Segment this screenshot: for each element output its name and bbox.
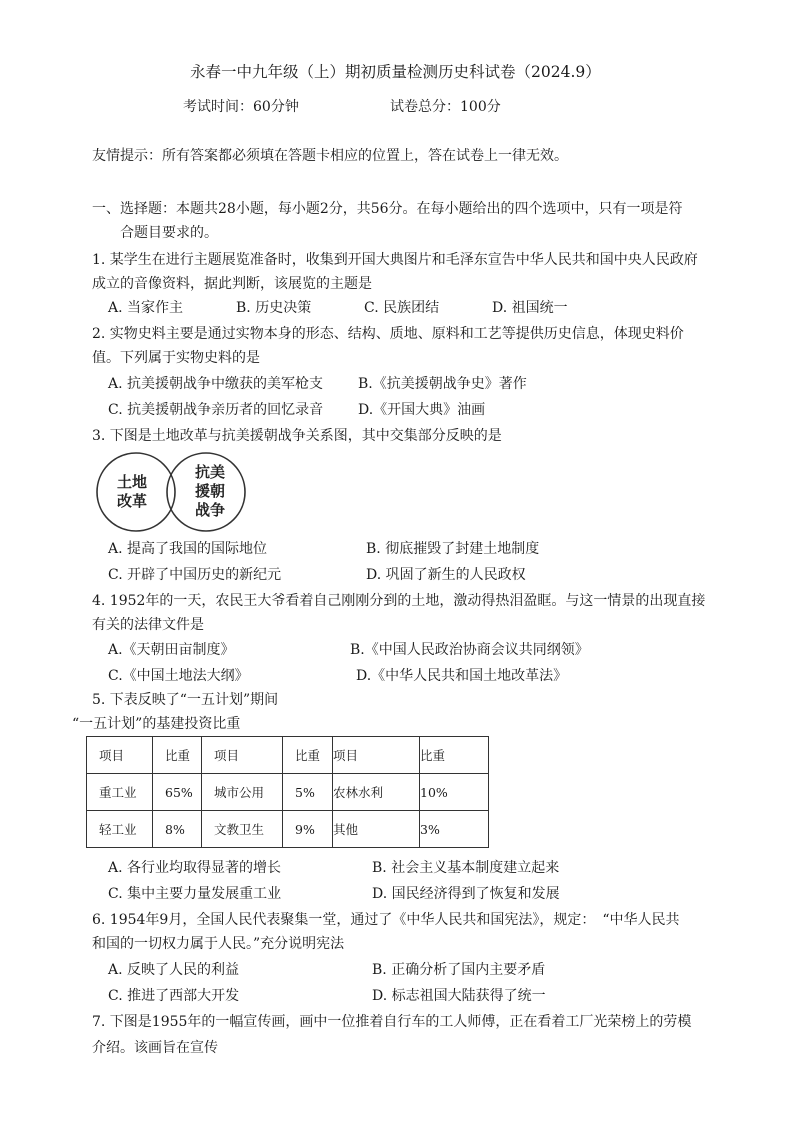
friendly-tip: 友情提示：所有答案都必须填在答题卡相应的位置上，答在试卷上一律无效。 [92,148,568,164]
table-cell: 重工业 [87,774,153,811]
q4-option-a[interactable]: A.《天朝田亩制度》 [108,642,235,658]
q3-option-d[interactable]: D. 巩固了新生的人民政权 [366,567,526,583]
q6-option-c[interactable]: C. 推进了西部大开发 [108,988,240,1004]
q2-option-d[interactable]: D.《开国大典》油画 [358,402,486,418]
table-cell: 比重 [153,737,202,774]
q1-option-b[interactable]: B. 历史决策 [236,300,312,316]
q2-option-a[interactable]: A. 抗美援朝战争中缴获的美军枪支 [108,376,324,392]
q2-option-b[interactable]: B.《抗美援朝战争史》著作 [358,376,527,392]
table-cell: 文教卫生 [202,811,283,848]
table-cell: 农林水利 [333,774,420,811]
q6-stem-line1: 6. 1954年9月，全国人民代表聚集一堂，通过了《中华人民共和国宪法》，规定： “中华人民共 [92,912,680,928]
table-row [87,811,489,848]
venn-label-land-reform: 土地 改革 [116,473,147,510]
table-cell: 比重 [283,737,333,774]
q4-option-b[interactable]: B.《中国人民政治协商会议共同纲领》 [350,642,589,658]
q3-option-c[interactable]: C. 开辟了中国历史的新纪元 [108,567,282,583]
table-cell: 3% [420,811,489,848]
q1-stem-line1: 1. 某学生在进行主题展览准备时，收集到开国大典图片和毛泽东宣告中华人民共和国中央人民政府 [92,252,698,268]
q6-option-d[interactable]: D. 标志祖国大陆获得了统一 [372,988,546,1004]
table-header-row [87,737,489,774]
q2-option-c[interactable]: C. 抗美援朝战争亲历者的回忆录音 [108,402,324,418]
table-cell: 轻工业 [87,811,153,848]
q6-option-b[interactable]: B. 正确分析了国内主要矛盾 [372,962,546,978]
q1-option-c[interactable]: C. 民族团结 [364,300,440,316]
table-cell: 8% [153,811,202,848]
q1-stem-line2: 成立的音像资料，据此判断，该展览的主题是 [92,276,372,292]
q1-option-d[interactable]: D. 祖国统一 [492,300,568,316]
table-cell: 项目 [87,737,153,774]
q2-stem-line2: 值。下列属于实物史料的是 [92,350,260,366]
table-cell: 项目 [333,737,420,774]
exam-title: 永春一中九年级（上）期初质量检测历史科试卷（2024.9） [190,63,601,81]
table-cell: 10% [420,774,489,811]
table-cell: 5% [283,774,333,811]
table-cell: 其他 [333,811,420,848]
q4-option-c[interactable]: C.《中国土地法大纲》 [108,668,249,684]
investment-table [86,736,489,848]
q7-stem-line2: 介绍。该画旨在宣传 [92,1040,218,1056]
q7-stem-line1: 7. 下图是1955年的一幅宣传画，画中一位推着自行车的工人师傅，正在看着工厂光荣榜上的劳模 [92,1014,692,1030]
table-cell: 65% [153,774,202,811]
q5-option-b[interactable]: B. 社会主义基本制度建立起来 [372,860,560,876]
q5-option-a[interactable]: A. 各行业均取得显著的增长 [108,860,282,876]
total-score: 试卷总分：100分 [390,99,501,115]
table-cell: 城市公用 [202,774,283,811]
venn-label-korean-war: 抗美 援朝 战争 [194,463,225,519]
q3-option-a[interactable]: A. 提高了我国的国际地位 [108,541,268,557]
table-cell: 比重 [420,737,489,774]
table-cell: 项目 [202,737,283,774]
q3-stem: 3. 下图是土地改革与抗美援朝战争关系图，其中交集部分反映的是 [92,428,502,444]
q2-stem-line1: 2. 实物史料主要是通过实物本身的形态、结构、质地、原料和工艺等提供历史信息，体现史料价 [92,326,684,342]
q4-stem-line2: 有关的法律文件是 [92,617,204,633]
q5-table-caption: “一五计划”的基建投资比重 [72,716,241,732]
q5-option-d[interactable]: D. 国民经济得到了恢复和发展 [372,886,560,902]
q4-stem-line1: 4. 1952年的一天，农民王大爷看着自己刚刚分到的土地，激动得热泪盈眶。与这一情景的出现直接 [92,593,706,609]
q3-option-b[interactable]: B. 彻底摧毁了封建土地制度 [366,541,540,557]
q6-option-a[interactable]: A. 反映了人民的利益 [108,962,240,978]
venn-diagram [96,451,246,533]
q5-option-c[interactable]: C. 集中主要力量发展重工业 [108,886,282,902]
q1-option-a[interactable]: A. 当家作主 [108,300,184,316]
q4-option-d[interactable]: D.《中华人民共和国土地改革法》 [356,668,568,684]
section-instruction-cont: 合题目要求的。 [120,225,218,241]
table-cell: 9% [283,811,333,848]
table-row [87,774,489,811]
q5-stem: 5. 下表反映了“一五计划”期间 [92,692,279,708]
section-instruction: 一、选择题：本题共28小题，每小题2分，共56分。在每小题给出的四个选项中，只有一项是符 [92,201,683,217]
q6-stem-line2: 和国的一切权力属于人民。”充分说明宪法 [92,936,345,952]
exam-time: 考试时间：60分钟 [183,99,299,115]
